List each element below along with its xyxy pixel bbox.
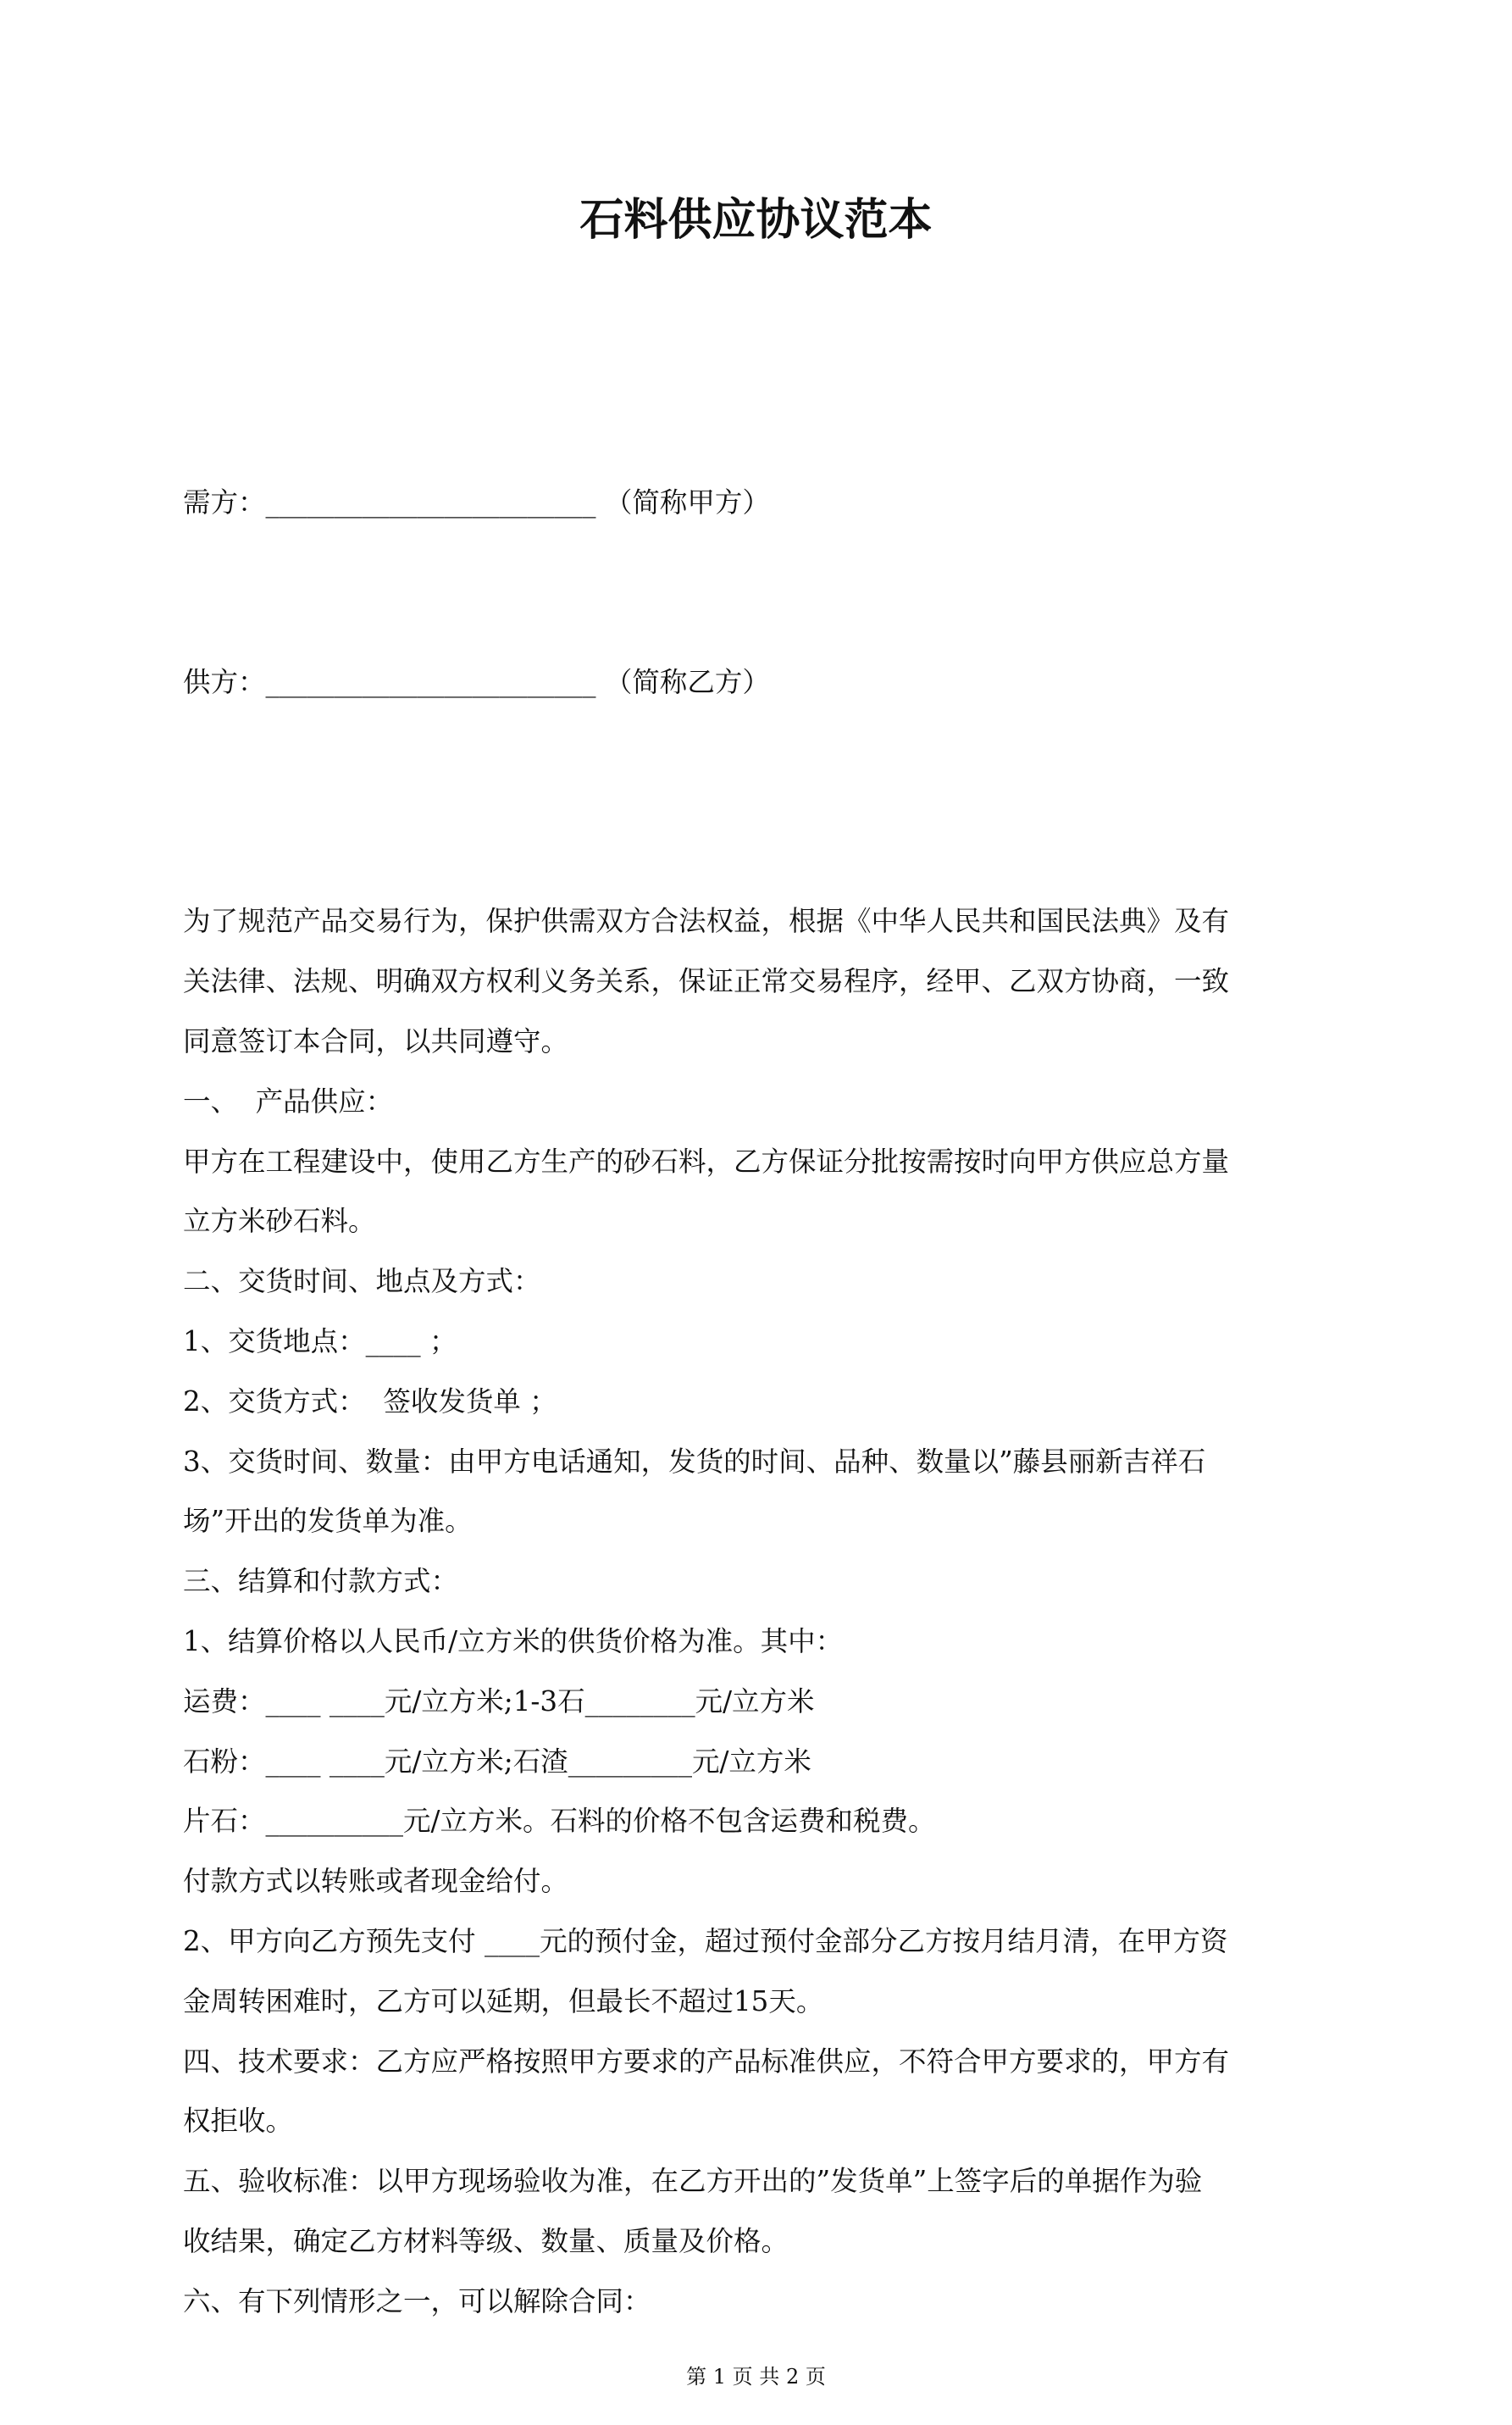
party-buyer-line: 需方：________________________ （简称甲方） [183,486,770,519]
body-line: 关法律、法规、明确双方权利义务关系，保证正常交易程序，经甲、乙双方协商，一致 [183,965,1230,998]
body-line: 3、交货时间、数量：由甲方电话通知，发货的时间、品种、数量以”藤县丽新吉祥石 [183,1445,1206,1478]
body-line: 2、甲方向乙方预先支付 ____元的预付金，超过预付金部分乙方按月结月清，在甲方资 [183,1924,1228,1957]
body-line: 六、有下列情形之一，可以解除合同： [183,2284,651,2317]
body-line: 甲方在工程建设中，使用乙方生产的砂石料，乙方保证分批按需按时向甲方供应总方量 [183,1145,1230,1178]
page-footer: 第 1 页 共 2 页 [686,2364,826,2389]
body-line: 同意签订本合同，以共同遵守。 [183,1024,569,1057]
body-line: 收结果，确定乙方材料等级、数量、质量及价格。 [183,2224,789,2257]
body-line: 场”开出的发货单为准。 [183,1505,473,1538]
body-line: 付款方式以转账或者现金给付。 [183,1865,569,1898]
body-line: 石粉：____ ____元/立方米;石渣_________元/立方米 [183,1745,811,1778]
body-line: 1、交货地点：____ ； [183,1324,457,1357]
body-line: 权拒收。 [183,2105,294,2138]
body-line: 一、 产品供应： [183,1085,394,1118]
document-title: 石料供应协议范本 [579,194,933,246]
body-line: 2、交货方式： 签收发货单 ； [183,1385,557,1418]
body-line: 为了规范产品交易行为，保护供需双方合法权益，根据《中华人民共和国民法典》及有 [183,905,1230,938]
body-line: 二、交货时间、地点及方式： [183,1265,541,1298]
body-line: 三、结算和付款方式： [183,1565,459,1598]
body-line: 立方米砂石料。 [183,1205,376,1238]
party-section [183,352,1348,832]
contract-body [183,891,1348,2331]
body-line: 运费：____ ____元/立方米;1-3石________元/立方米 [183,1684,815,1717]
party-supplier-line: 供方：________________________ （简称乙方） [183,665,770,698]
body-line: 五、验收标准：以甲方现场验收为准，在乙方开出的”发货单”上签字后的单据作为验 [183,2165,1203,2198]
body-line: 金周转困难时，乙方可以延期，但最长不超过15天。 [183,1984,824,2017]
body-line: 四、技术要求：乙方应严格按照甲方要求的产品标准供应，不符合甲方要求的，甲方有 [183,2045,1230,2078]
body-line: 1、结算价格以人民币/立方米的供货价格为准。其中： [183,1624,844,1657]
body-line: 片石：__________元/立方米。石料的价格不包含运费和税费。 [183,1805,936,1838]
